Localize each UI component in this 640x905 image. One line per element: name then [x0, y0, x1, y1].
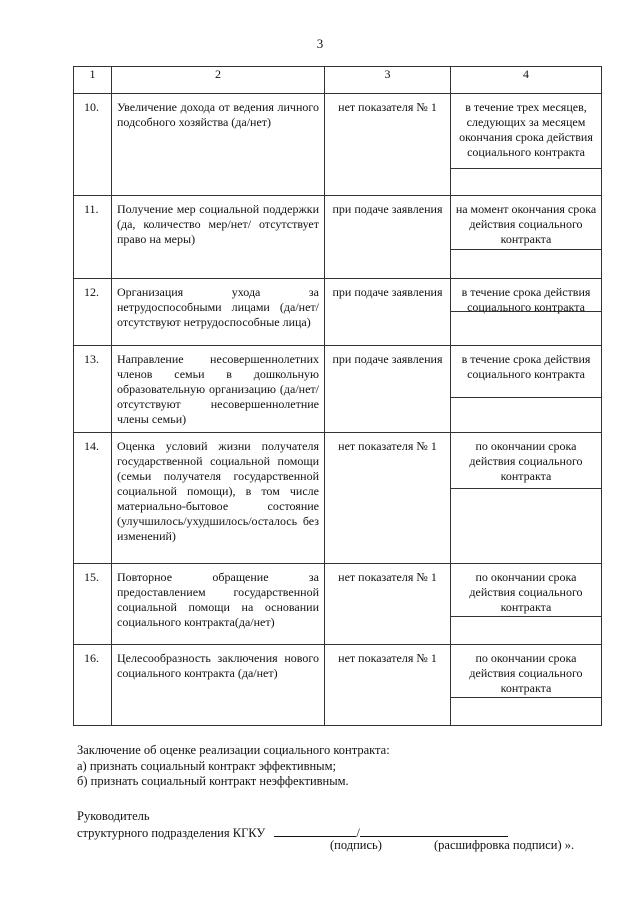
indicator-source: нет показателя № 1 [325, 433, 451, 564]
header-col-2: 2 [112, 67, 325, 94]
table-row [74, 94, 602, 196]
value-box[interactable] [451, 249, 601, 278]
indicator-source: при подаче заявления [325, 279, 451, 346]
timing-cell [451, 433, 602, 564]
indicator-name: Организация ухода за нетрудоспособными лицами (да/нет/ отсутствуют нетрудоспособные лица) [112, 279, 325, 346]
row-number: 14. [74, 433, 112, 564]
indicator-source: нет показателя № 1 [325, 94, 451, 196]
timing-cell [451, 279, 602, 346]
indicator-timing: на момент окончания срока действия социального контракта [455, 202, 597, 246]
conclusion-option-b[interactable]: б) признать социальный контракт неэффективным. [77, 774, 349, 788]
signature-field[interactable] [274, 824, 356, 837]
indicator-source: нет показателя № 1 [325, 564, 451, 645]
indicator-timing: по окончании срока действия социального контракта [469, 570, 583, 614]
timing-cell [451, 196, 602, 279]
signature-block [77, 808, 508, 841]
value-box[interactable] [451, 488, 601, 563]
value-box[interactable] [451, 397, 601, 432]
indicator-timing: в течение трех месяцев, следующих за месяцем окончания срока действия социального контракта [459, 100, 593, 159]
table-row [74, 564, 602, 645]
page-number: 3 [316, 36, 324, 51]
indicator-timing: в течение срока действия социального контракта [461, 352, 591, 381]
table-row [74, 346, 602, 433]
timing-cell [451, 94, 602, 196]
conclusion-title: Заключение об оценке реализации социального контракта: [77, 743, 390, 757]
signature-position-line2: структурного подразделения КГКУ [77, 826, 266, 840]
signature-separator: / [356, 826, 360, 840]
row-number: 12. [74, 279, 112, 346]
timing-cell [451, 645, 602, 726]
row-number: 13. [74, 346, 112, 433]
table-row [74, 279, 602, 346]
table-row [74, 196, 602, 279]
conclusion-block [77, 743, 390, 790]
indicator-name: Повторное обращение за предоставлением государственной социальной помощи на основании социального контракта(да/нет) [112, 564, 325, 645]
value-box[interactable] [451, 311, 601, 345]
indicator-timing: по окончании срока действия социального контракта [469, 439, 583, 483]
indicator-name: Увеличение дохода от ведения личного подсобного хозяйства (да/нет) [112, 94, 325, 196]
signature-decode-field[interactable] [360, 824, 508, 837]
indicator-name: Направление несовершеннолетних членов семьи в дошкольную образовательную организацию (да/нет/отсутствуют несовершеннолетние члены семьи) [112, 346, 325, 433]
indicator-name: Целесообразность заключения нового социального контракта (да/нет) [112, 645, 325, 726]
row-number: 10. [74, 94, 112, 196]
row-number: 16. [74, 645, 112, 726]
header-col-4: 4 [451, 67, 602, 94]
indicator-name: Получение мер социальной поддержки (да, количество мер/нет/ отсутствует право на меры) [112, 196, 325, 279]
value-box[interactable] [451, 168, 601, 195]
table-row [74, 433, 602, 564]
table-row [74, 645, 602, 726]
header-col-3: 3 [325, 67, 451, 94]
conclusion-option-a[interactable]: а) признать социальный контракт эффективным; [77, 758, 336, 773]
indicator-source: нет показателя № 1 [325, 645, 451, 726]
indicator-timing: в течение срока действия социального контракта [461, 285, 591, 314]
indicator-table [73, 66, 602, 726]
timing-cell [451, 564, 602, 645]
indicator-timing: по окончании срока действия социального контракта [469, 651, 583, 695]
signature-caption: (подпись) [330, 838, 382, 852]
header-col-1: 1 [74, 67, 112, 94]
timing-cell [451, 346, 602, 433]
value-box[interactable] [451, 616, 601, 644]
indicator-name: Оценка условий жизни получателя государственной социальной помощи (семьи получателя государственной социальной помощи), в том числе материально-бытовое состояние (улучшилось/ухудшилось/осталось без изменений) [112, 433, 325, 564]
indicator-source: при подаче заявления [325, 196, 451, 279]
indicator-source: при подаче заявления [325, 346, 451, 433]
row-number: 11. [74, 196, 112, 279]
value-box[interactable] [451, 697, 601, 725]
signature-decode-caption: (расшифровка подписи) ». [434, 838, 575, 852]
row-number: 15. [74, 564, 112, 645]
table-header-row [74, 67, 602, 94]
signature-position-line1: Руководитель [77, 809, 150, 823]
